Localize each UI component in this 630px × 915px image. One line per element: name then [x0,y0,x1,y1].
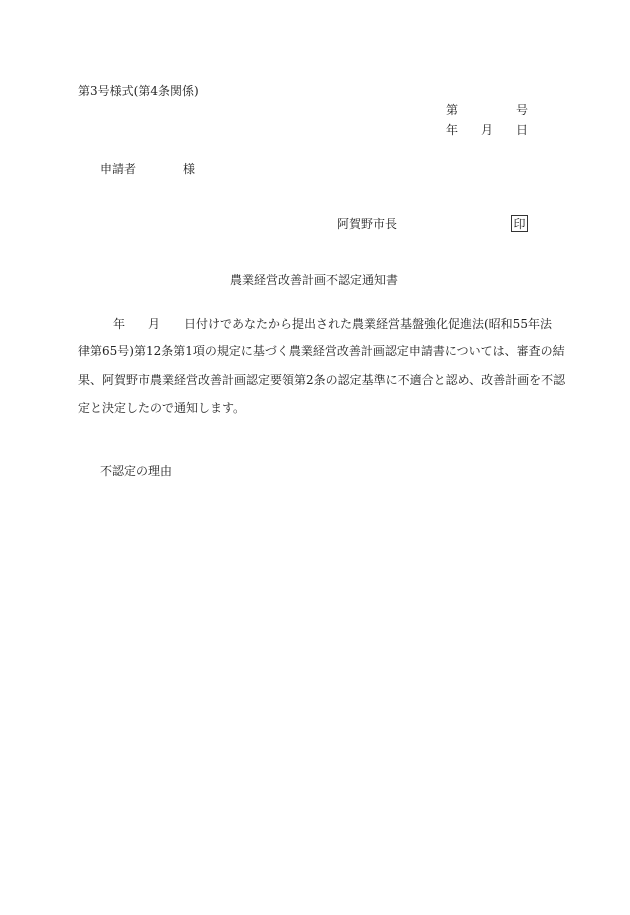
document-number-suffix: 号 [516,103,529,117]
document-number-label: 第 [446,103,459,117]
issue-year-label: 年 [446,123,459,137]
document-title: 農業経営改善計画不認定通知書 [230,273,399,287]
applicant-honorific: 様 [183,162,196,176]
form-number: 第3号様式(第4条関係) [78,84,199,98]
body-date-month: 月 [148,317,161,331]
rejection-reason-label: 不認定の理由 [100,464,173,478]
body-date-year: 年 [113,317,126,331]
seal-box [511,215,528,232]
issue-month-label: 月 [481,123,494,137]
body-line-1: 日付けであなたから提出された農業経営基盤強化促進法(昭和55年法 [184,317,552,331]
body-line-2: 律第65号)第12条第1項の規定に基づく農業経営改善計画認定申請書については、審査の結 [78,344,565,358]
applicant-label: 申請者 [100,162,137,176]
issuer-title: 阿賀野市長 [337,217,398,231]
body-line-4: 定と決定したので通知します。 [78,401,246,415]
seal-mark: 印 [513,216,526,231]
body-line-3: 果、阿賀野市農業経営改善計画認定要領第2条の認定基準に不適合と認め、改善計画を不認 [78,373,566,387]
issue-day-label: 日 [516,123,529,137]
